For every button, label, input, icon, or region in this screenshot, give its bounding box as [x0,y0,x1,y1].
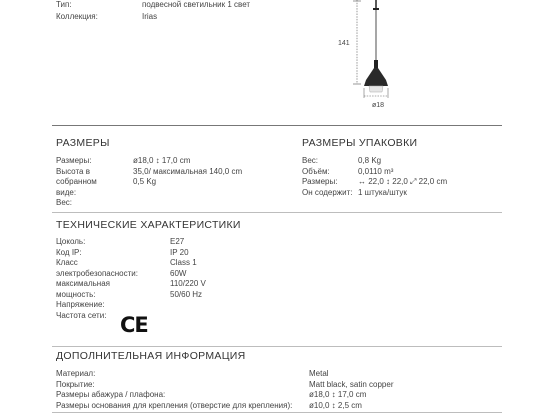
additional-value: Metal [309,369,329,378]
additional-values [309,369,393,411]
additional-label: Материал: [56,369,96,378]
packaging-label: Объём: [302,166,330,176]
collection-value: Irias [142,12,158,21]
packaging-values [358,156,447,198]
additional-value: ø10,0 ↕ 2,5 cm [309,400,362,410]
packaging-value: 0,0110 m³ [358,166,394,176]
technical-label: электробезопасности: [56,268,138,278]
packaging-value: 1 штука/штук [358,187,407,197]
technical-value: 60W [170,268,187,278]
technical-value: 50/60 Hz [170,289,203,299]
dimensions-values [133,156,242,188]
section-divider [52,212,502,213]
packaging-title: РАЗМЕРЫ УПАКОВКИ [302,137,418,149]
additional-label: Размеры абажура / плафона: [56,390,166,399]
dimensions-labels [56,156,97,209]
section-divider [52,125,502,126]
additional-labels [56,369,292,411]
packaging-label: Размеры: [302,177,338,186]
technical-value: Class 1 [170,258,197,267]
dimensions-label: Вес: [56,198,73,207]
technical-labels [56,237,138,321]
dimensions-value: 35,0/ максимальная 140,0 cm [133,166,243,176]
dimensions-value: 0,5 Kg [133,177,157,186]
packaging-label: Он содержит: [302,187,353,197]
packaging-value: ↔ 22,0 ↕ 22,0 ⤢ 22,0 cm [358,177,448,186]
section-divider [52,412,502,413]
additional-label: Размеры основания для крепления (отверстие для крепления): [56,400,293,410]
technical-value: E27 [170,237,185,246]
height-dimension-label: 141 [338,40,350,47]
technical-title: ТЕХНИЧЕСКИЕ ХАРАКТЕРИСТИКИ [56,219,241,231]
technical-values [170,237,206,300]
additional-value: ø18,0 ↕ 17,0 cm [309,390,367,399]
dimensions-label: собранном [56,177,97,186]
additional-title: ДОПОЛНИТЕЛЬНАЯ ИНФОРМАЦИЯ [56,350,246,362]
technical-label: мощность: [56,289,96,299]
packaging-value: 0,8 Kg [358,156,382,165]
technical-value: 110/220 V [170,279,206,288]
diameter-dimension-label: ø18 [372,102,385,109]
lamp-dimension-drawing [340,0,420,112]
section-divider [52,346,502,347]
additional-label: Покрытие: [56,379,95,389]
technical-label: максимальная [56,279,110,288]
dimensions-label: виде: [56,187,77,197]
technical-value: IP 20 [170,247,189,257]
type-label: Тип: [56,0,72,9]
dimensions-title: РАЗМЕРЫ [56,137,110,149]
dimensions-value: ø18,0 ↕ 17,0 cm [133,156,191,165]
additional-value: Matt black, satin copper [309,379,394,389]
technical-label: Напряжение: [56,300,105,309]
technical-label: Класс [56,258,78,267]
technical-label: Код IP: [56,247,82,257]
packaging-label: Вес: [302,156,319,165]
dimensions-label: Высота в [56,166,90,176]
technical-label: Цоколь: [56,237,86,246]
collection-label: Коллекция: [56,12,98,21]
dimensions-label: Размеры: [56,156,92,165]
type-value: подвесной светильник 1 свет [142,0,251,9]
packaging-labels [302,156,353,198]
technical-label: Частота сети: [56,310,107,320]
ce-mark-icon: CE [120,313,148,337]
